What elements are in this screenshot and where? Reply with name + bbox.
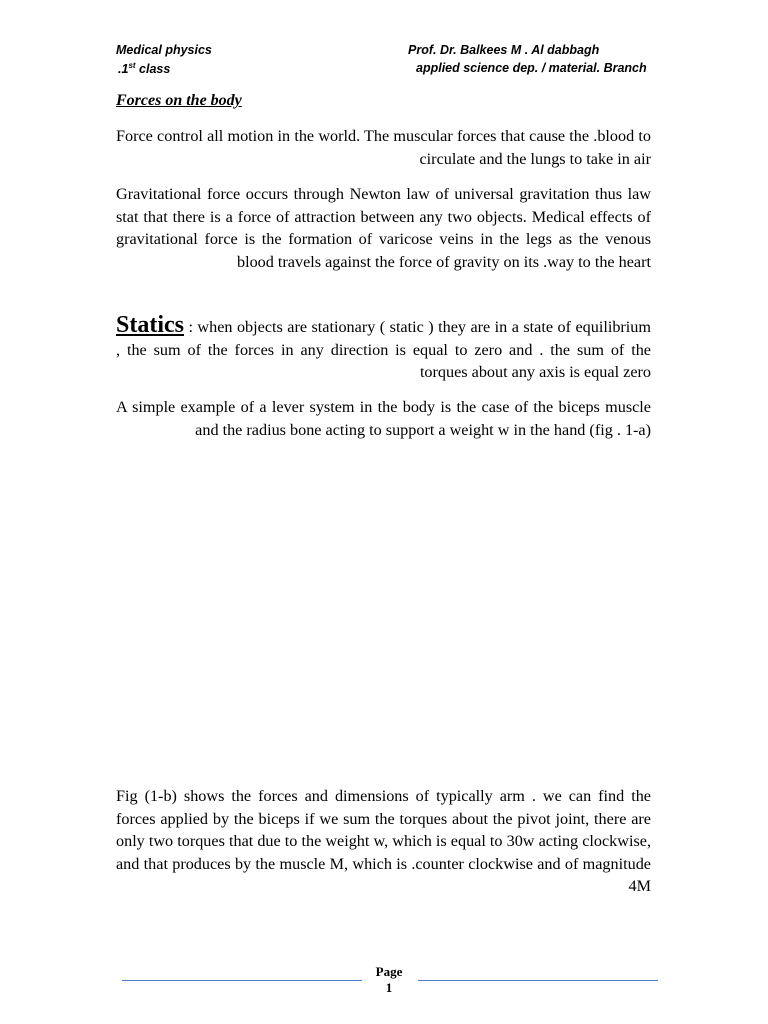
paragraph-lever-example: A simple example of a lever system in the body is the case of the biceps muscle and the radius bone acting to support a weight w in the hand (fig . 1-a)	[116, 398, 651, 439]
header-course: Medical physics	[116, 43, 212, 57]
paragraph-statics	[116, 314, 651, 384]
paragraph-figure-1b: Fig (1-b) shows the forces and dimensions of typically arm . we can find the forces applied by the biceps if we sum the torques about the pivot joint, there are only two torques that due to the weight w, which is equal to 30w acting clockwise, and that produces by the muscle M, which is .counter clockwise and of magnitude 4M	[116, 787, 651, 895]
footer-rule-right	[418, 980, 658, 981]
page-number-value: 1	[385, 980, 393, 995]
header-class	[118, 61, 170, 76]
paragraph-gravitational-force: Gravitational force occurs through Newton law of universal gravitation thus law stat that there is a force of attraction between any two objects. Medical effects of gravitational force is the formation of varicose veins in the legs as the venous blood travels against the force of gravity on its .way to the heart	[116, 185, 651, 271]
header-department: applied science dep. / material. Branch	[416, 61, 647, 75]
statics-heading: Statics	[116, 312, 184, 338]
statics-body: : when objects are stationary ( static ) they are in a state of equilibrium , the sum of the forces in any direction is equal to zero and . the sum of the torques about any axis is equal zero	[116, 318, 651, 381]
header-author: Prof. Dr. Balkees M . Al dabbagh	[408, 43, 600, 57]
paragraph-forces-intro: Force control all motion in the world. The muscular forces that cause the .blood to circulate and the lungs to take in air	[116, 127, 651, 168]
header-class-sup: st	[128, 61, 136, 70]
header-class-suffix: class	[135, 62, 171, 77]
footer-rule-left	[122, 980, 362, 981]
header-class-prefix: .1	[118, 62, 129, 77]
section-title: Forces on the body	[116, 92, 242, 109]
page-number	[362, 964, 416, 996]
page-label: Page	[375, 964, 403, 979]
